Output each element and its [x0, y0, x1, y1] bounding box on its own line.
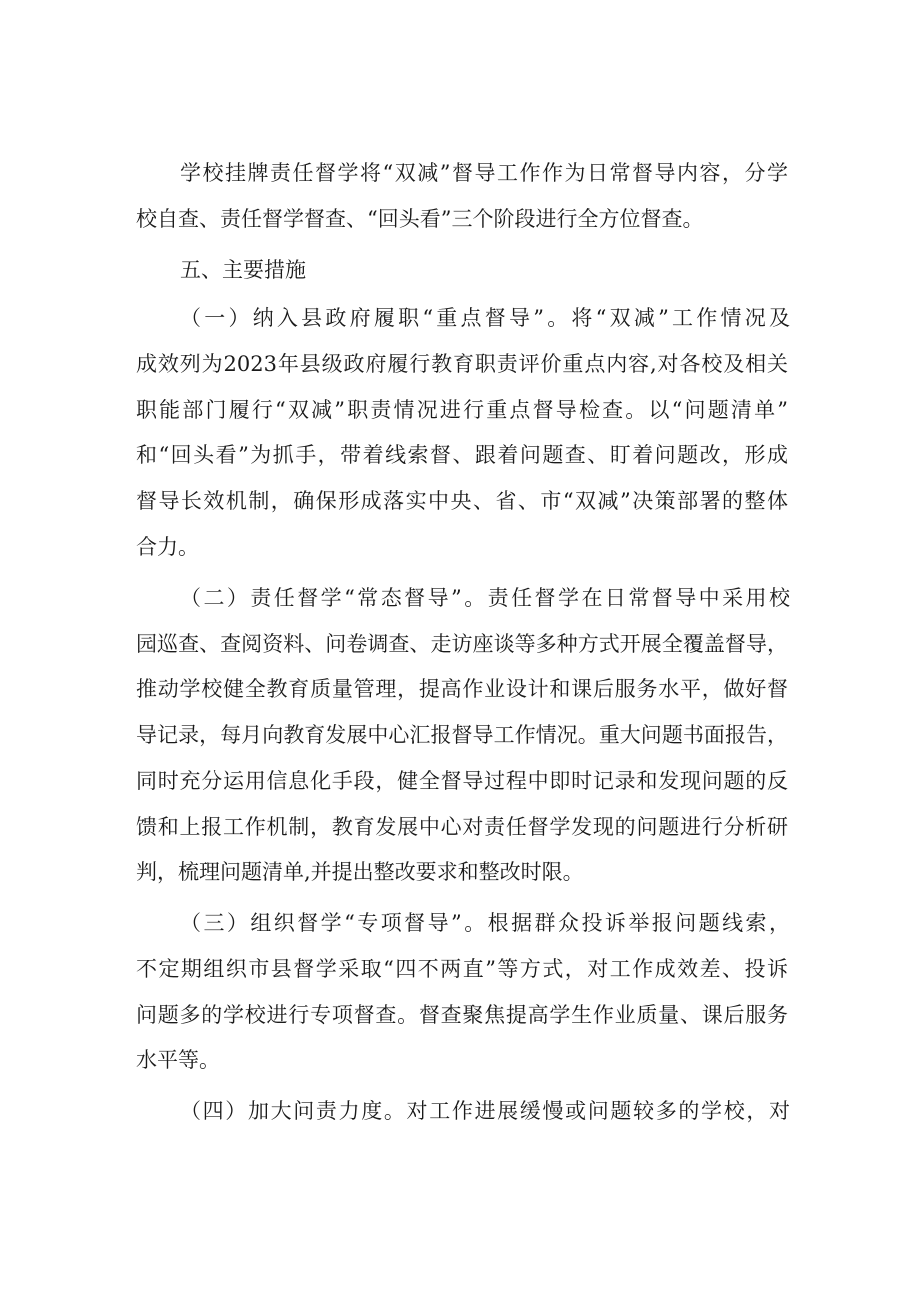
paragraph-line: 判，梳理问题清单,并提出整改要求和整改时限。 — [136, 860, 584, 884]
paragraph-line: （一）纳入县政府履职“重点督导”。将“双减”工作情况及 — [180, 306, 790, 330]
section-heading: 五、主要措施 — [180, 258, 306, 282]
paragraph-line: （四）加大问责力度。对工作进展缓慢或问题较多的学校，对 — [180, 1099, 790, 1123]
paragraph-line: 水平等。 — [136, 1048, 220, 1072]
paragraph-line: 和“回头看”为抓手，带着线索督、跟着问题查、盯着问题改，形成 — [136, 443, 788, 467]
paragraph-line: 不定期组织市县督学采取“四不两直”等方式，对工作成效差、投诉 — [136, 957, 788, 981]
paragraph-line: 校自查、责任督学督查、“回头看”三个阶段进行全方位督查。 — [136, 207, 704, 231]
paragraph-line: 园巡查、查阅资料、问卷调查、走访座谈等多种方式开展全覆盖督导， — [136, 632, 788, 656]
paragraph-line: 同时充分运用信息化手段，健全督导过程中即时记录和发现问题的反 — [136, 769, 788, 793]
paragraph-line: （二）责任督学“常态督导”。责任督学在日常督导中采用校 — [180, 586, 790, 610]
paragraph-line: 问题多的学校进行专项督查。督查聚焦提高学生作业质量、课后服务 — [136, 1003, 788, 1027]
paragraph-line: 督导长效机制，确保形成落实中央、省、市“双减”决策部署的整体 — [136, 489, 788, 513]
paragraph-line: 推动学校健全教育质量管理，提高作业设计和课后服务水平，做好督 — [136, 677, 788, 701]
paragraph-line: 馈和上报工作机制，教育发展中心对责任督学发现的问题进行分析研 — [136, 815, 788, 839]
paragraph-line: 导记录，每月向教育发展中心汇报督导工作情况。重大问题书面报告， — [136, 723, 788, 747]
paragraph-line: 职能部门履行“双减”职责情况进行重点督导检查。以“问题清单” — [136, 398, 788, 422]
paragraph-line: 学校挂牌责任督学将“双减”督导工作作为日常督导内容，分学 — [180, 161, 788, 185]
paragraph-line: （三）组织督学“专项督导”。根据群众投诉举报问题线索， — [180, 911, 790, 935]
paragraph-line: 合力。 — [136, 535, 199, 559]
paragraph-line: 成效列为2023年县级政府履行教育职责评价重点内容,对各校及相关 — [136, 352, 788, 376]
